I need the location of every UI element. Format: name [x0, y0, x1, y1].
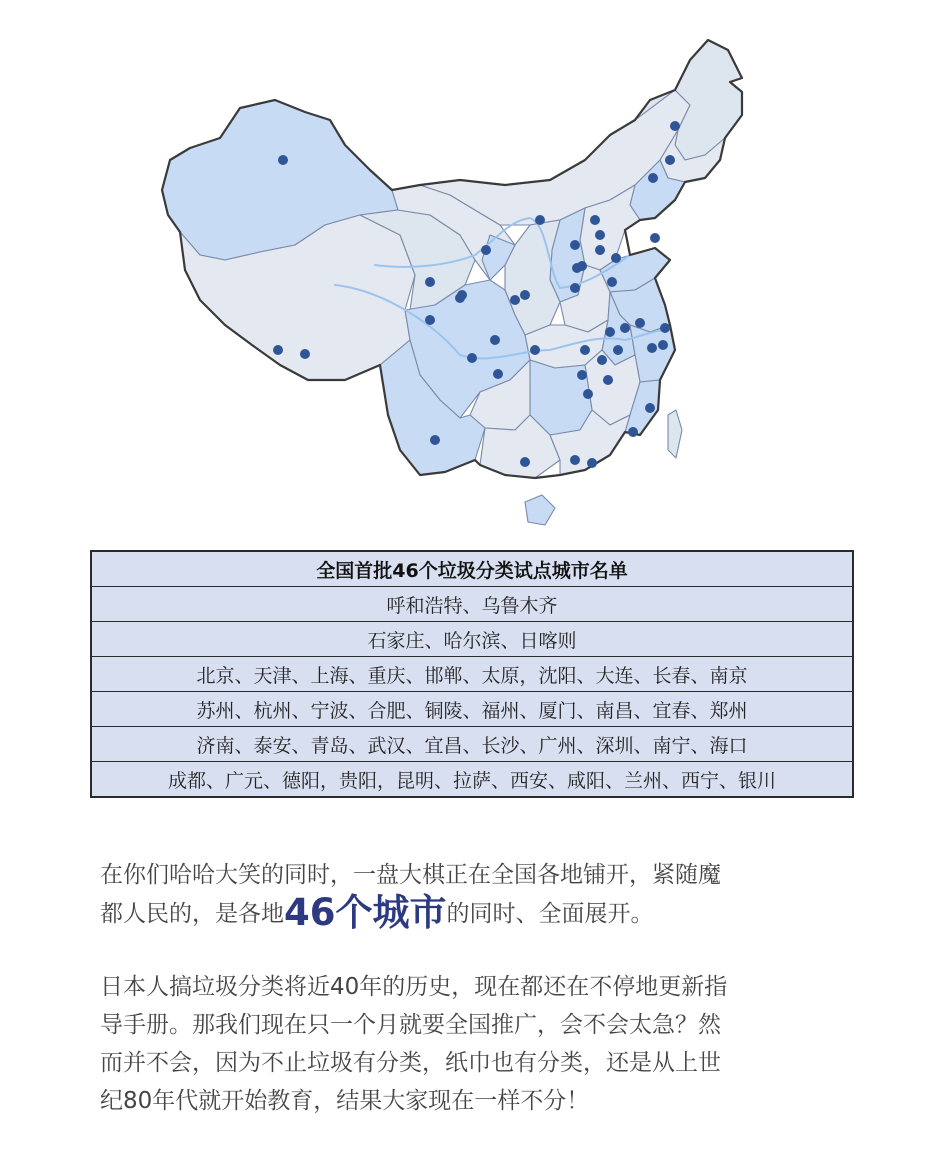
- china-map: [130, 20, 770, 530]
- pilot-city-marker: [520, 457, 530, 467]
- pilot-city-marker: [611, 253, 621, 263]
- pilot-city-marker: [570, 240, 580, 250]
- pilot-city-marker: [590, 215, 600, 225]
- province-regions: [162, 40, 742, 525]
- pilot-city-marker: [493, 369, 503, 379]
- region-hainan: [525, 495, 555, 525]
- pilot-city-marker: [530, 345, 540, 355]
- pilot-city-marker: [425, 315, 435, 325]
- paragraph-line: 纪80年代就开始教育，结果大家现在一样不分！: [100, 1088, 590, 1114]
- pilot-city-marker: [570, 455, 580, 465]
- table-title: 全国首批46个垃圾分类试点城市名单: [91, 551, 853, 587]
- pilot-city-marker: [430, 435, 440, 445]
- pilot-city-marker: [603, 375, 613, 385]
- pilot-city-marker: [670, 121, 680, 131]
- paragraph-line: [100, 891, 850, 934]
- pilot-city-table: [90, 550, 854, 798]
- pilot-city-marker: [570, 283, 580, 293]
- pilot-city-marker: [605, 327, 615, 337]
- region-taiwan: [668, 410, 682, 458]
- paragraph-line: 导手册。那我们现在只一个月就要全国推广，会不会太急？然: [100, 1012, 721, 1038]
- pilot-city-marker: [535, 215, 545, 225]
- pilot-city-marker: [577, 370, 587, 380]
- pilot-city-marker: [647, 343, 657, 353]
- pilot-city-marker: [467, 353, 477, 363]
- pilot-city-marker: [490, 335, 500, 345]
- pilot-city-marker: [455, 293, 465, 303]
- pilot-city-marker: [650, 233, 660, 243]
- pilot-city-marker: [300, 349, 310, 359]
- paragraph-line: 在你们哈哈大笑的同时，一盘大棋正在全国各地铺开，紧随魔: [100, 862, 721, 888]
- highlight-city-count: 46个城市: [284, 891, 447, 934]
- pilot-city-marker: [648, 173, 658, 183]
- paragraph-line: 而并不会，因为不止垃圾有分类，纸巾也有分类，还是从上世: [100, 1050, 721, 1076]
- pilot-city-marker: [660, 323, 670, 333]
- pilot-city-marker: [597, 355, 607, 365]
- pilot-city-marker: [595, 230, 605, 240]
- pilot-city-marker: [613, 345, 623, 355]
- table-row: 济南、泰安、青岛、武汉、宜昌、长沙、广州、深圳、南宁、海口: [91, 727, 853, 762]
- pilot-city-marker: [278, 155, 288, 165]
- pilot-city-marker: [620, 323, 630, 333]
- pilot-city-marker: [607, 277, 617, 287]
- paragraph-line: 日本人搞垃圾分类将近40年的历史，现在都还在不停地更新指: [100, 974, 728, 1000]
- pilot-city-marker: [273, 345, 283, 355]
- pilot-city-marker: [583, 389, 593, 399]
- pilot-city-marker: [587, 458, 597, 468]
- table-row: 苏州、杭州、宁波、合肥、铜陵、福州、厦门、南昌、宜春、郑州: [91, 692, 853, 727]
- pilot-city-marker: [425, 277, 435, 287]
- pilot-city-marker: [595, 245, 605, 255]
- intro-paragraph: [100, 856, 850, 933]
- pilot-city-marker: [520, 290, 530, 300]
- body-paragraph: [100, 968, 850, 1120]
- text-span: 的同时、全面展开。: [446, 901, 654, 927]
- table-row: 呼和浩特、乌鲁木齐: [91, 587, 853, 622]
- pilot-city-marker: [481, 245, 491, 255]
- pilot-city-marker: [572, 263, 582, 273]
- pilot-city-marker: [645, 403, 655, 413]
- pilot-city-marker: [635, 318, 645, 328]
- pilot-city-marker: [628, 427, 638, 437]
- table-row: 成都、广元、德阳，贵阳，昆明、拉萨、西安、咸阳、兰州、西宁、银川: [91, 762, 853, 798]
- text-span: 都人民的，是各地: [100, 901, 284, 927]
- pilot-city-marker: [580, 345, 590, 355]
- table-row: 石家庄、哈尔滨、日喀则: [91, 622, 853, 657]
- table-row: 北京、天津、上海、重庆、邯郸、太原，沈阳、大连、长春、南京: [91, 657, 853, 692]
- pilot-city-marker: [665, 155, 675, 165]
- pilot-city-marker: [510, 295, 520, 305]
- pilot-city-marker: [658, 340, 668, 350]
